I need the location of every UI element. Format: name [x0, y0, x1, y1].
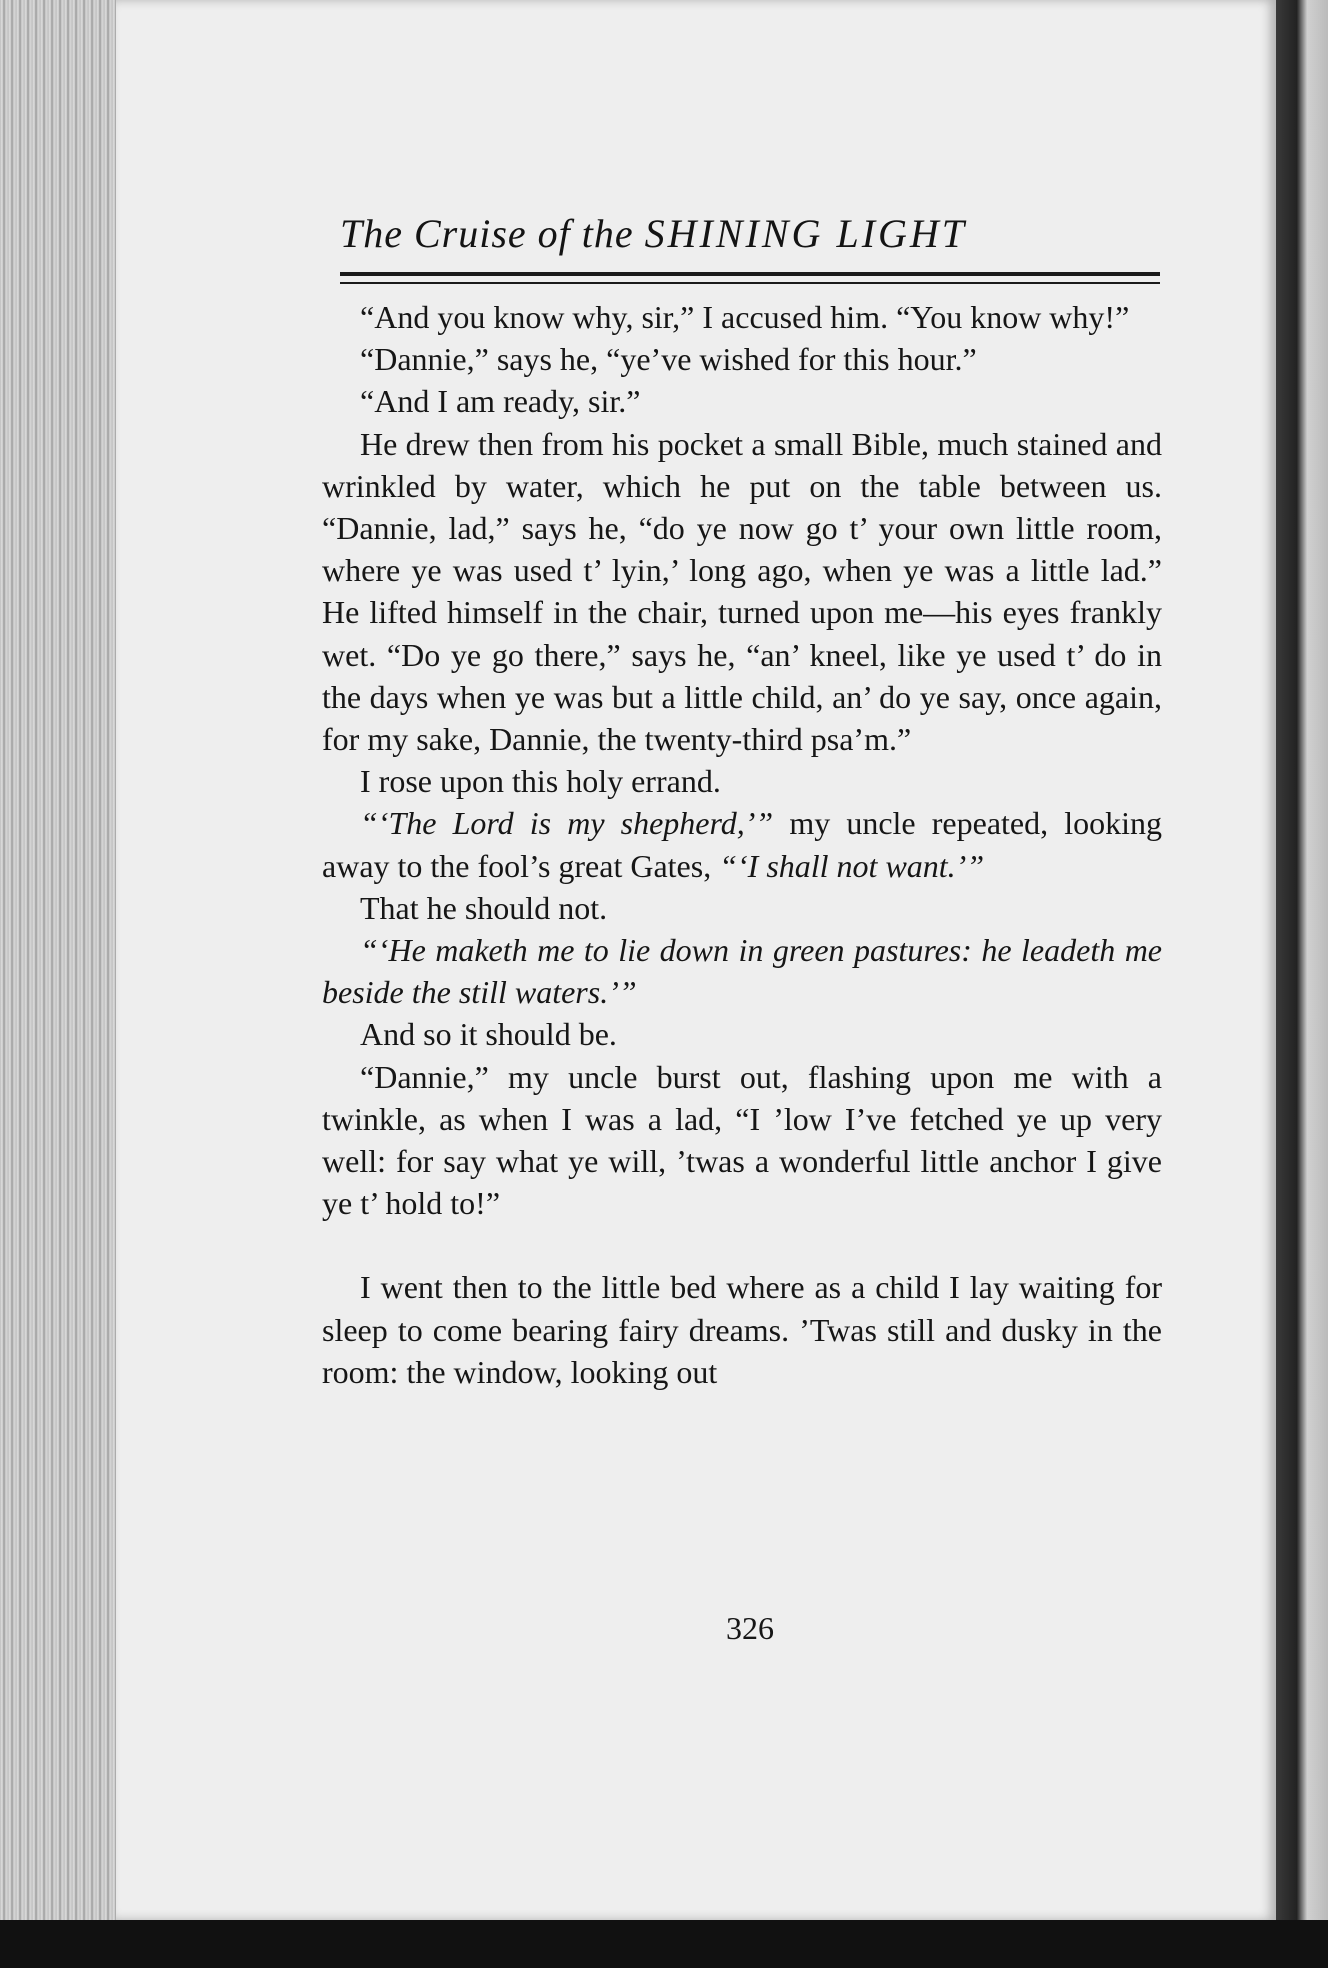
paragraph-text: my uncle repeated, looking away to the fool’s great Gates, [322, 805, 1163, 884]
header-rule-thin [340, 282, 1160, 284]
paragraph: “Dannie,” my uncle burst out, flashing upon me with a twinkle, as when I was a lad, “I ’low I’ve fetched ye up very well: for say what ye will, ’twas a wonderful little anchor I give ye t’ hold to!” [322, 1058, 1162, 1222]
page-number: 326 [726, 1610, 774, 1646]
psalm-quote-paragraph: “‘He maketh me to lie down in green pastures: he leadeth me beside the still waters.’” [322, 932, 1162, 1011]
book-binding [1276, 0, 1328, 1920]
paragraph [322, 802, 1162, 886]
running-head-part2: SHINING LIGHT [644, 211, 968, 256]
paragraph: That he should not. [360, 889, 608, 926]
scan-bottom-border [0, 1920, 1328, 1968]
body-text [322, 296, 1162, 1393]
paragraph: “Dannie,” says he, “ye’ve wished for this hour.” [360, 341, 977, 378]
paragraph: I rose upon this holy errand. [360, 763, 721, 800]
psalm-quote: “‘I shall not want.’” [719, 847, 985, 884]
paragraph: He drew then from his pocket a small Bible, much stained and wrinkled by water, which he put on the table between us. “Dannie, lad,” says he, “do ye now go t’ your own little room, where ye was used t’ lyin,’ long ago, when ye was a little lad.” He lifted himself in the chair, turned upon me—his eyes frankly wet. “Do ye go there,” says he, “an’ kneel, like ye used t’ do in the days when ye was but a little child, an’ do ye say, once again, for my sake, Dannie, the twenty-third psa’m.” [322, 425, 1162, 758]
paragraph: “And I am ready, sir.” [360, 383, 641, 420]
paragraph: “And you know why, sir,” I accused him. “You know why!” [360, 299, 1130, 335]
psalm-quote: “‘The Lord is my shepherd,’” [360, 805, 774, 842]
running-head-title [340, 210, 1160, 257]
header-rule-thick [340, 272, 1160, 276]
page-edges [0, 0, 120, 1920]
paragraph: And so it should be. [360, 1016, 617, 1053]
paragraph: I went then to the little bed where as a child I lay waiting for sleep to come bearing fairy dreams. ’Twas still and dusky in the room: the window, looking out [322, 1269, 1162, 1390]
running-head-part1: The Cruise of the [340, 211, 634, 256]
running-header [340, 210, 1160, 270]
